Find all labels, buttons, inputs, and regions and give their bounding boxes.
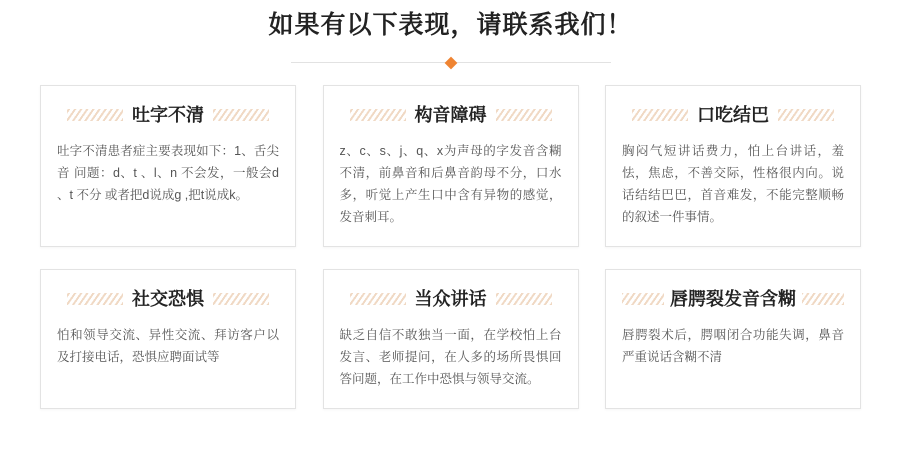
card-body: 胸闷气短讲话费力，怕上台讲话，羞怯，焦虑，不善交际，性格很内向。说话结结巴巴，首音难发，不能完整顺畅的叙述一件事情。 [622,144,844,224]
hatch-ornament-right-icon [213,293,269,305]
card-body: 缺乏自信不敢独当一面，在学校怕上台发言、老师提问，在人多的场所畏惧回答问题，在工作中恐惧与领导交流。 [339,328,562,386]
hatch-ornament-right-icon [496,109,552,121]
hatch-ornament-right-icon [496,293,552,305]
hatch-ornament-left-icon [67,109,123,121]
card-header [622,102,844,128]
hatch-ornament-left-icon [350,293,406,305]
hatch-ornament-left-icon [67,293,123,305]
card-body: 唇腭裂术后，腭咽闭合功能失调，鼻音严重说话含糊不清 [622,328,844,364]
card-title: 唇腭裂发音含糊 [670,289,796,309]
symptom-card[interactable] [40,85,296,247]
card-header [57,102,279,128]
hatch-ornament-right-icon [778,109,834,121]
card-title: 当众讲话 [414,289,487,309]
card-title: 构音障碍 [414,105,487,125]
card-title: 社交恐惧 [132,289,204,309]
page-title: 如果有以下表现，请联系我们！ [268,11,633,39]
hatch-ornament-right-icon [802,293,844,305]
card-body: 怕和领导交流、异性交流、拜访客户以及打接电话，恐惧应聘面试等 [57,328,279,364]
card-header [340,102,562,128]
card-header [57,286,279,312]
symptom-card[interactable] [605,269,861,409]
card-header [622,286,844,312]
symptom-card[interactable] [605,85,861,247]
card-header [340,286,562,312]
page-header [0,0,901,63]
symptom-card-grid [0,63,901,431]
hatch-ornament-right-icon [213,109,269,121]
symptom-card[interactable] [323,269,579,409]
header-divider [291,62,611,63]
symptom-card[interactable] [323,85,579,247]
hatch-ornament-left-icon [632,109,688,121]
card-title: 吐字不清 [132,105,204,125]
symptom-card[interactable] [40,269,296,409]
card-body: 吐字不清患者症主要表现如下：1、舌尖音 问题：d、t 、l、n 不会发，一般会d 、t 不分 或者把d说成g ,把t说成k。 [57,144,279,202]
hatch-ornament-left-icon [622,293,664,305]
card-title: 口吃结巴 [697,105,769,125]
hatch-ornament-left-icon [350,109,406,121]
card-body: z、c、s、j、q、x为声母的字发音含糊不清，前鼻音和后鼻音韵母不分，口水多，听觉上产生口中含有异物的感觉，发音刺耳。 [339,144,562,224]
